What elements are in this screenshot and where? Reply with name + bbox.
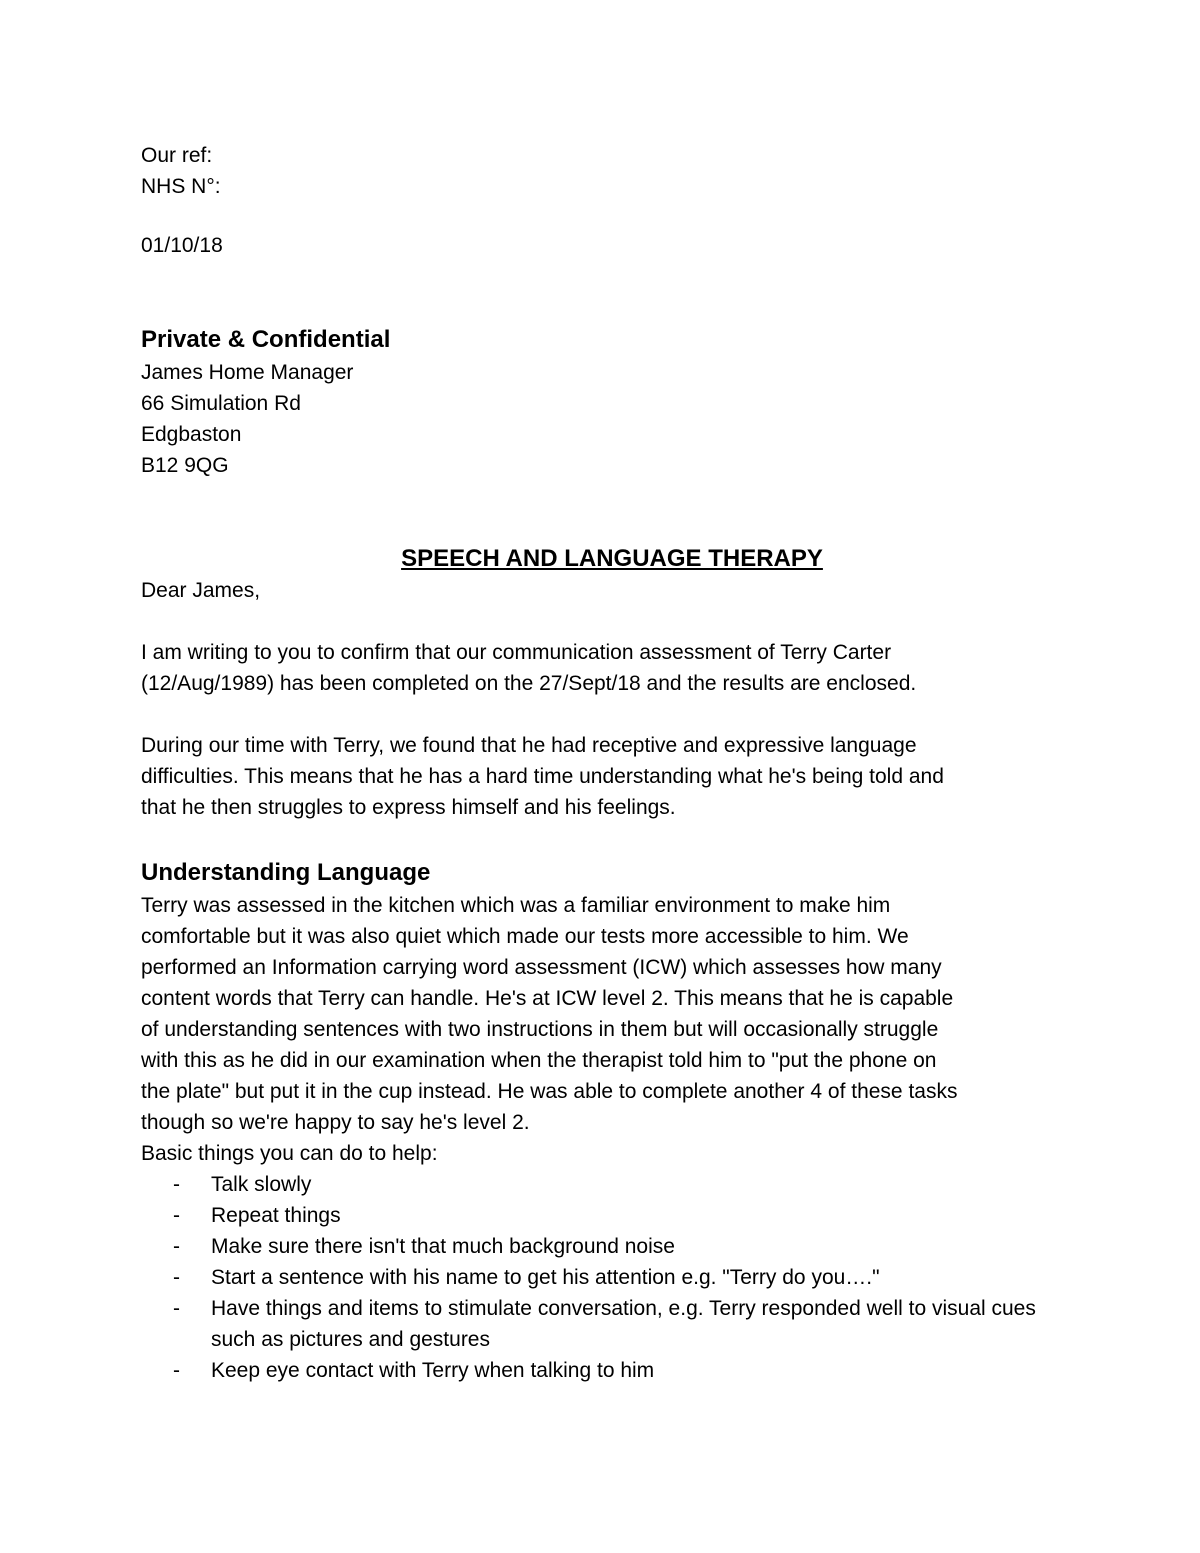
paragraph-line: difficulties. This means that he has a hard time understanding what he's being told and <box>141 765 944 788</box>
paragraph-line: of understanding sentences with two instructions in them but will occasionally struggle <box>141 1018 939 1041</box>
letter-date: 01/10/18 <box>141 234 223 257</box>
help-list <box>141 1169 1071 1386</box>
list-item <box>141 1231 1071 1262</box>
list-item-text: Talk slowly <box>211 1173 312 1196</box>
list-item <box>141 1293 1041 1355</box>
recipient-address <box>141 357 1071 481</box>
bullet-dash: - <box>173 1173 180 1196</box>
list-item <box>141 1200 1071 1231</box>
paragraph-line: with this as he did in our examination when the therapist told him to "put the phone on <box>141 1049 937 1072</box>
address-line: B12 9QG <box>141 454 229 477</box>
letter-page <box>141 140 1071 1386</box>
letter-title: SPEECH AND LANGUAGE THERAPY <box>401 545 823 572</box>
bullet-dash: - <box>173 1204 180 1227</box>
list-item <box>141 1169 1071 1200</box>
bullet-dash: - <box>173 1359 180 1382</box>
paragraph-line: though so we're happy to say he's level 2. <box>141 1111 530 1134</box>
salutation: Dear James, <box>141 579 261 602</box>
paragraph-line: performed an Information carrying word assessment (ICW) which assesses how many <box>141 956 942 979</box>
paragraph-line: the plate" but put it in the cup instead. He was able to complete another 4 of these tasks <box>141 1080 958 1103</box>
address-line: Edgbaston <box>141 423 242 446</box>
paragraph-line: that he then struggles to express himself and his feelings. <box>141 796 676 819</box>
section-body <box>141 890 1071 1138</box>
paragraph-line: During our time with Terry, we found that he had receptive and expressive language <box>141 734 917 757</box>
list-item-text: Have things and items to stimulate conversation, e.g. Terry responded well to visual cues such as pictures and gestures <box>211 1297 1036 1351</box>
list-item-text: Repeat things <box>211 1204 341 1227</box>
paragraph-line: (12/Aug/1989) has been completed on the 27/Sept/18 and the results are enclosed. <box>141 672 917 695</box>
list-item <box>141 1262 1071 1293</box>
paragraph-line: comfortable but it was also quiet which made our tests more accessible to him. We <box>141 925 909 948</box>
bullet-dash: - <box>173 1266 180 1289</box>
confidential-heading: Private & Confidential <box>141 326 391 353</box>
paragraph-line: I am writing to you to confirm that our communication assessment of Terry Carter <box>141 641 892 664</box>
list-item <box>141 1355 1071 1386</box>
list-item-text: Start a sentence with his name to get his attention e.g. "Terry do you…." <box>211 1266 880 1289</box>
paragraph-line: content words that Terry can handle. He's at ICW level 2. This means that he is capable <box>141 987 954 1010</box>
help-intro: Basic things you can do to help: <box>141 1142 438 1165</box>
list-item-text: Keep eye contact with Terry when talking to him <box>211 1359 655 1382</box>
paragraph-line: Terry was assessed in the kitchen which was a familiar environment to make him <box>141 894 891 917</box>
section-heading: Understanding Language <box>141 859 431 886</box>
list-item-text: Make sure there isn't that much background noise <box>211 1235 675 1258</box>
address-line: James Home Manager <box>141 361 354 384</box>
intro-paragraph <box>141 637 1071 699</box>
bullet-dash: - <box>173 1235 180 1258</box>
nhs-number-label: NHS N°: <box>141 175 221 198</box>
address-line: 66 Simulation Rd <box>141 392 301 415</box>
reference-label: Our ref: <box>141 144 213 167</box>
findings-paragraph <box>141 730 1071 823</box>
bullet-dash: - <box>173 1297 180 1320</box>
